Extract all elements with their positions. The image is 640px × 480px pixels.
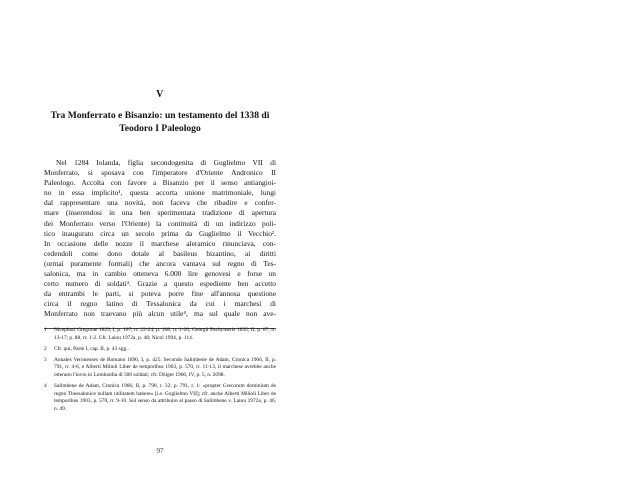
body-line: cedendoli come dono dotale al basileus bizantino, ai diritti: [44, 248, 276, 258]
body-line: dei Monferrato verso l'Oriente) la continuità di un indirizzo poli-: [44, 218, 276, 228]
body-line: certo numero di soldati³. Grazie a questo espediente ben accetto: [44, 279, 276, 289]
footnote-text: Salimbene de Adam, Cronica 1966, II, p. 790, r. 32; p. 791, r. 1: «propter Grecorum dominium de regno Thessalonice nullam utilitatem habere» [i.e. Guglielmo VII]; cfr. anche Alberti Milioli Liber de temporibus 1903, p. 570, rr. 9-10. Sul senso da attribuire al passo di Salimbene v. Laiou 1972a, p. 46, n. 49.: [54, 383, 276, 412]
body-line: salonica, ma in cambio otteneva 6.000 lire genovesi e forse un: [44, 269, 276, 279]
body-line: Nel 1284 Iolanda, figlia secondogenita di Guglielmo VII di: [56, 158, 276, 167]
body-line: mare (inserendosi in una ben sperimentata tradizione di apertura: [44, 208, 276, 218]
footnote-text: Cfr. qui, Parte I, cap. II, p. 43 sgg..: [54, 345, 129, 352]
chapter-title: Tra Monferrato e Bisanzio: un testamento del 1338 di Teodoro I Paleologo: [50, 110, 270, 134]
footnote-text: Annales Veronenses de Romano 1890, I, p. 425. Secondo Salimbene de Adam, Cronica 1966, II, p. 791, rr. 4-6, e Alberti Milioli Liber de temporibus 1903, p. 570, rr. 11-13, il marchese avrebbe anche ottenuto l'invio in Lombardia di 500 soldati; cfr. Dölger 1960, IV, p. 5, n. 2098.: [54, 356, 276, 378]
chapter-number: V: [156, 89, 164, 100]
footnote-number: 2: [44, 345, 47, 352]
body-line: Monferrato, si sposava con l'imperatore d'Oriente Andronico II: [44, 168, 276, 178]
page-number: 97: [156, 447, 164, 455]
body-line: Monferrato non traevano più alcun utile⁴, ma sul quale non ave-: [44, 309, 276, 319]
footnote-number: 4: [44, 383, 47, 390]
body-line: (ormai puramente formali) che ancora vantava sul regno di Tes-: [44, 258, 276, 268]
body-line: Paleologo. Accolta con favore a Bisanzio per il senso antiangioi-: [44, 178, 276, 188]
footnote-number: 1: [44, 327, 47, 333]
footnotes: [44, 327, 276, 417]
body-line: tico inaugurato circa un secolo prima da Guglielmo il Vecchio².: [44, 228, 276, 238]
body-line: no in essa implicito¹, questa accorta unione matrimoniale, lungi: [44, 188, 276, 198]
footnote: [44, 327, 276, 342]
footnote-text: Nicephori Gregorae 1829, I, p. 167, rr. 22-24; p. 168, rr. 1-20; Georgii Pachymeris 1835, II, p. 87, rr. 13-17; p. 88, rr. 1-2. Cfr. Laiou 1972a, p. 48; Nicol 1994, p. 114.: [54, 327, 276, 341]
footnote: [44, 383, 276, 413]
body-line: da entrambi le parti, si poteva porre fine all'annosa questione: [44, 289, 276, 299]
footnote: [44, 346, 276, 354]
body-line: In occasione delle nozze il marchese aleramico rinunciava, con-: [44, 238, 276, 248]
body-line: dal rappresentare una novità, non faceva che ribadire e confer-: [44, 198, 276, 208]
body-text: [44, 158, 276, 320]
body-line: circa il regno latino di Tessalonica da cui i marchesi di: [44, 299, 276, 309]
footnote: [44, 357, 276, 380]
footnote-number: 3: [44, 356, 47, 363]
